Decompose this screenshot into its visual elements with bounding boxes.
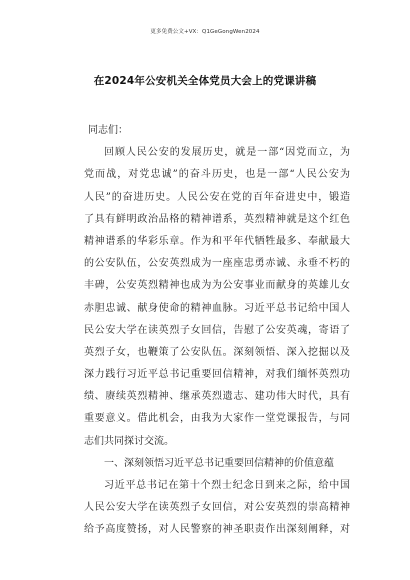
paragraph-line: 英烈子女，也鞭策了公安队伍。深刻领悟、深入挖掘以及 xyxy=(84,346,350,358)
paragraph-line: 丰碑，公安英烈精神也成为为公安事业而献身的英雄儿女 xyxy=(84,280,350,292)
paragraph-line: 人民公安大学在读英烈子女回信，对公安英烈的崇高精神 xyxy=(84,502,350,514)
document-body xyxy=(84,120,350,542)
paragraph-1 xyxy=(84,142,350,453)
paragraph-line: 的公安队伍，公安英烈成为一座座忠勇赤诚、永垂不朽的 xyxy=(84,258,350,270)
paragraph-line: 人民”的奋进历史。人民公安在党的百年奋进史中，锻造 xyxy=(84,191,350,203)
header-note: 更多免费公文+VX：Q1GeGongWen2024 xyxy=(150,29,260,35)
document-title: 在2024年公安机关全体党员大会上的党课讲稿 xyxy=(93,75,317,87)
paragraph-line: 民公安大学在读英烈子女回信，告慰了公安英魂，寄语了 xyxy=(84,324,350,336)
paragraph-line: 回顾人民公安的发展历史，就是一部“因党而立，为 xyxy=(104,147,350,159)
salutation: 同志们： xyxy=(88,125,128,136)
paragraph-line: 深力践行习近平总书记重要回信精神，对我们缅怀英烈功 xyxy=(84,369,350,381)
paragraph-2 xyxy=(84,475,350,542)
paragraph-line: 习近平总书记在第十个烈士纪念日到来之际，给中国 xyxy=(104,480,350,491)
paragraph-line: 精神谱系的华彩乐章。作为和平年代牺牲最多、奉献最大 xyxy=(84,235,350,247)
paragraph-line: 重要意义。借此机会，由我为大家作一堂党课报告，与同 xyxy=(84,413,350,425)
paragraph-line: 赤胆忠诚、献身使命的精神血脉。习近平总书记给中国人 xyxy=(84,302,350,314)
paragraph-line: 给予高度赞扬，对人民警察的神圣职责作出深刻阐释，对 xyxy=(84,524,350,536)
paragraph-line: 志们共同探讨交流。 xyxy=(84,435,174,447)
section-heading: 一、深刻领悟习近平总书记重要回信精神的价值意蕴 xyxy=(104,457,334,469)
paragraph-line: 党而战，对党忠诚”的奋斗历史，也是一部“人民公安为 xyxy=(84,169,350,181)
paragraph-line: 绩、赓续英烈精神、继承英烈遗志、建功伟大时代，具有 xyxy=(84,391,350,403)
paragraph-line: 了具有鲜明政治品格的精神谱系，英烈精神就是这个红色 xyxy=(84,213,350,225)
